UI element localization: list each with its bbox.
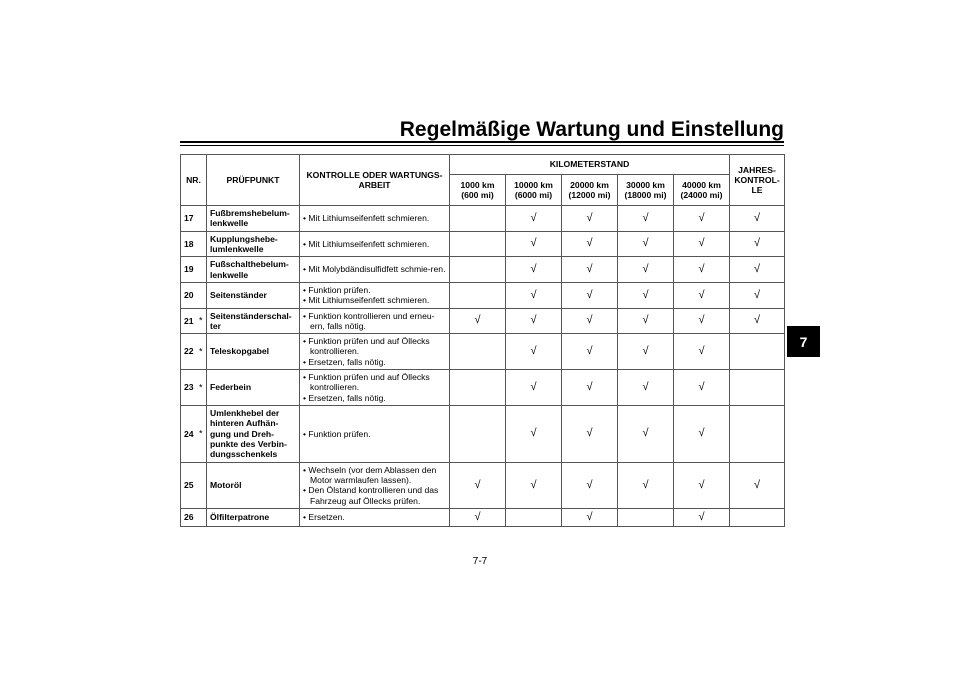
interval-cell	[618, 370, 674, 406]
check-mark-icon: √	[753, 314, 761, 327]
interval-cell	[506, 257, 562, 283]
check-item: Fußbremshebelum-lenkwelle	[207, 206, 300, 232]
interval-cell	[450, 406, 506, 463]
check-mark-icon: √	[698, 427, 705, 440]
maintenance-action	[300, 282, 450, 308]
row-number: 22	[184, 346, 194, 357]
header-jahreskontrolle: JAHRES-KONTROL-LE	[730, 155, 785, 206]
interval-cell	[506, 406, 562, 463]
header-km-distance: 10000 km	[514, 179, 553, 190]
interval-cell	[506, 508, 562, 526]
check-mark-icon: √	[530, 211, 537, 224]
interval-cell	[674, 257, 730, 283]
check-item: Ölfilterpatrone	[207, 508, 300, 526]
interval-cell	[674, 282, 730, 308]
check-item: Umlenkhebel der hinteren Aufhän-gung und Dreh-punkte des Verbin-dungsschenkels	[207, 406, 300, 463]
row-number: 23	[184, 382, 194, 393]
interval-cell	[674, 406, 730, 463]
interval-cell	[730, 308, 785, 334]
check-mark-icon: √	[698, 262, 705, 275]
maintenance-action	[300, 370, 450, 406]
interval-cell	[618, 206, 674, 232]
check-mark-icon: √	[530, 478, 537, 491]
action-bullet: • Funktion prüfen und auf Öllecks kontrollieren.	[303, 372, 430, 393]
check-mark-icon: √	[753, 288, 761, 301]
header-km-3	[618, 175, 674, 206]
title-rule-thin	[180, 145, 784, 146]
interval-cell	[506, 206, 562, 232]
interval-cell	[674, 370, 730, 406]
check-mark-icon: √	[586, 345, 593, 357]
row-number: 20	[184, 290, 194, 301]
interval-cell	[506, 462, 562, 508]
check-mark-icon: √	[642, 211, 649, 224]
interval-cell	[730, 282, 785, 308]
row-number-cell	[181, 308, 207, 334]
interval-cell	[450, 370, 506, 406]
row-number: 18	[184, 238, 194, 249]
check-mark-icon: √	[586, 211, 593, 224]
dealer-service-asterisk: *	[199, 382, 203, 393]
maintenance-action	[300, 334, 450, 370]
header-km-miles: (24000 mi)	[680, 190, 723, 200]
table-row	[181, 206, 785, 232]
header-km-miles: (6000 mi)	[514, 190, 553, 200]
row-number: 25	[184, 480, 194, 491]
interval-cell	[674, 308, 730, 334]
check-mark-icon: √	[530, 262, 537, 275]
maintenance-action	[300, 406, 450, 463]
interval-cell	[618, 308, 674, 334]
table-row	[181, 231, 785, 257]
row-number: 26	[184, 512, 194, 523]
check-mark-icon: √	[753, 211, 761, 224]
header-nr: NR.	[181, 155, 207, 206]
interval-cell	[730, 257, 785, 283]
check-mark-icon: √	[530, 288, 537, 301]
check-item: Motoröl	[207, 462, 300, 508]
interval-cell	[618, 282, 674, 308]
row-number-cell	[181, 231, 207, 257]
row-number: 19	[184, 264, 194, 275]
page-title: Regelmäßige Wartung und Einstellung	[399, 118, 784, 141]
check-item: Seitenständerschal-ter	[207, 308, 300, 334]
check-mark-icon: √	[642, 314, 649, 327]
check-mark-icon: √	[753, 478, 761, 491]
header-km-distance: 20000 km	[570, 179, 609, 190]
interval-cell	[562, 334, 618, 370]
row-number-cell	[181, 406, 207, 463]
maintenance-action	[300, 308, 450, 334]
table-row	[181, 308, 785, 334]
row-number-cell	[181, 257, 207, 283]
row-number: 17	[184, 213, 194, 224]
check-mark-icon: √	[586, 288, 593, 301]
action-bullet: • Mit Lithiumseifenfett schmieren.	[303, 213, 430, 224]
interval-cell	[674, 462, 730, 508]
interval-cell	[674, 206, 730, 232]
check-mark-icon: √	[642, 427, 649, 440]
interval-cell	[506, 308, 562, 334]
interval-cell	[618, 334, 674, 370]
header-km-0	[450, 175, 506, 206]
check-item: Seitenständer	[207, 282, 300, 308]
interval-cell	[730, 231, 785, 257]
interval-cell	[450, 282, 506, 308]
table-row	[181, 282, 785, 308]
interval-cell	[674, 231, 730, 257]
check-mark-icon: √	[530, 314, 537, 327]
check-mark-icon: √	[698, 380, 705, 393]
interval-cell	[730, 406, 785, 463]
header-km-distance: 40000 km	[682, 179, 721, 190]
maintenance-action	[300, 508, 450, 526]
check-mark-icon: √	[530, 345, 537, 357]
check-mark-icon: √	[698, 237, 705, 250]
interval-cell	[506, 282, 562, 308]
check-mark-icon: √	[753, 262, 761, 275]
check-mark-icon: √	[698, 288, 705, 301]
header-km-2	[562, 175, 618, 206]
interval-cell	[562, 406, 618, 463]
interval-cell	[562, 206, 618, 232]
header-pruefpunkt: PRÜFPUNKT	[207, 155, 300, 206]
check-mark-icon: √	[530, 427, 537, 440]
check-mark-icon: √	[642, 380, 649, 393]
action-bullet: • Ersetzen.	[303, 512, 345, 523]
table-row	[181, 462, 785, 508]
check-mark-icon: √	[586, 427, 593, 440]
interval-cell	[450, 462, 506, 508]
dealer-service-asterisk: *	[199, 315, 203, 326]
dealer-service-asterisk: *	[199, 428, 203, 439]
interval-cell	[450, 334, 506, 370]
interval-cell	[506, 231, 562, 257]
table-row	[181, 334, 785, 370]
check-mark-icon: √	[530, 237, 537, 250]
check-mark-icon: √	[586, 380, 593, 393]
interval-cell	[618, 406, 674, 463]
table-row	[181, 508, 785, 526]
row-number-cell	[181, 462, 207, 508]
row-number-cell	[181, 206, 207, 232]
check-mark-icon: √	[586, 510, 593, 523]
check-mark-icon: √	[586, 237, 593, 250]
interval-cell	[450, 308, 506, 334]
interval-cell	[562, 308, 618, 334]
action-bullet: • Ersetzen, falls nötig.	[303, 392, 386, 403]
interval-cell	[506, 334, 562, 370]
table-row	[181, 406, 785, 463]
check-mark-icon: √	[698, 510, 705, 523]
check-mark-icon: √	[642, 288, 649, 301]
interval-cell	[618, 257, 674, 283]
action-bullet: • Mit Molybdändisulfidfett schmie-ren.	[303, 264, 446, 275]
header-km-miles: (600 mi)	[461, 190, 494, 200]
action-bullet: • Funktion kontrollieren und erneu-ern, falls nötig.	[303, 310, 435, 331]
interval-cell	[674, 508, 730, 526]
action-bullet: • Den Ölstand kontrollieren und das Fahrzeug auf Öllecks prüfen.	[303, 485, 439, 506]
maintenance-action	[300, 462, 450, 508]
page-number: 7-7	[472, 556, 488, 567]
dealer-service-asterisk: *	[199, 346, 203, 357]
interval-cell	[618, 508, 674, 526]
action-bullet: • Mit Lithiumseifenfett schmieren.	[303, 295, 430, 306]
action-bullet: • Funktion prüfen.	[303, 428, 371, 439]
interval-cell	[562, 462, 618, 508]
check-mark-icon: √	[530, 380, 537, 393]
interval-cell	[562, 370, 618, 406]
interval-cell	[674, 334, 730, 370]
interval-cell	[618, 462, 674, 508]
maintenance-table	[180, 154, 785, 527]
header-kontrolle: KONTROLLE ODER WARTUNGS-ARBEIT	[300, 155, 450, 206]
interval-cell	[562, 231, 618, 257]
interval-cell	[450, 231, 506, 257]
interval-cell	[506, 370, 562, 406]
check-item: Kupplungshebe-lumlenkwelle	[207, 231, 300, 257]
check-mark-icon: √	[753, 237, 761, 250]
header-km-distance: 1000 km	[460, 179, 495, 190]
check-mark-icon: √	[586, 262, 593, 275]
table-row	[181, 370, 785, 406]
action-bullet: • Wechseln (vor dem Ablassen den Motor warmlaufen lassen).	[303, 464, 437, 485]
check-mark-icon: √	[474, 510, 481, 523]
check-mark-icon: √	[698, 478, 705, 491]
interval-cell	[618, 231, 674, 257]
check-mark-icon: √	[642, 237, 649, 250]
interval-cell	[730, 370, 785, 406]
check-mark-icon: √	[642, 345, 649, 357]
header-kilometerstand: KILOMETERSTAND	[450, 155, 730, 175]
check-mark-icon: √	[698, 314, 705, 327]
check-mark-icon: √	[698, 211, 705, 224]
row-number: 21	[184, 315, 194, 326]
table-row	[181, 257, 785, 283]
header-km-miles: (12000 mi)	[568, 190, 611, 200]
check-mark-icon: √	[474, 314, 481, 327]
interval-cell	[730, 462, 785, 508]
check-mark-icon: √	[474, 478, 481, 491]
header-km-distance: 30000 km	[626, 179, 665, 190]
maintenance-action	[300, 257, 450, 283]
action-bullet: • Funktion prüfen und auf Öllecks kontrollieren.	[303, 336, 430, 357]
interval-cell	[730, 334, 785, 370]
header-km-4	[674, 175, 730, 206]
header-km-1	[506, 175, 562, 206]
row-number-cell	[181, 370, 207, 406]
check-mark-icon: √	[642, 262, 649, 275]
row-number: 24	[184, 428, 194, 439]
interval-cell	[730, 206, 785, 232]
header-km-miles: (18000 mi)	[624, 190, 667, 200]
title-rule-thick	[180, 141, 784, 143]
check-item: Teleskopgabel	[207, 334, 300, 370]
row-number-cell	[181, 282, 207, 308]
chapter-tab: 7	[787, 326, 820, 357]
interval-cell	[450, 206, 506, 232]
check-item: Fußschalthebelum-lenkwelle	[207, 257, 300, 283]
check-mark-icon: √	[586, 314, 593, 327]
interval-cell	[730, 508, 785, 526]
action-bullet: • Mit Lithiumseifenfett schmieren.	[303, 238, 430, 249]
row-number-cell	[181, 508, 207, 526]
check-mark-icon: √	[642, 478, 649, 491]
check-item: Federbein	[207, 370, 300, 406]
action-bullet: • Ersetzen, falls nötig.	[303, 356, 386, 367]
interval-cell	[450, 508, 506, 526]
row-number-cell	[181, 334, 207, 370]
maintenance-action	[300, 231, 450, 257]
check-mark-icon: √	[586, 478, 593, 491]
interval-cell	[562, 508, 618, 526]
interval-cell	[450, 257, 506, 283]
check-mark-icon: √	[698, 345, 705, 357]
interval-cell	[562, 282, 618, 308]
interval-cell	[562, 257, 618, 283]
action-bullet: • Funktion prüfen.	[303, 284, 371, 295]
maintenance-action	[300, 206, 450, 232]
